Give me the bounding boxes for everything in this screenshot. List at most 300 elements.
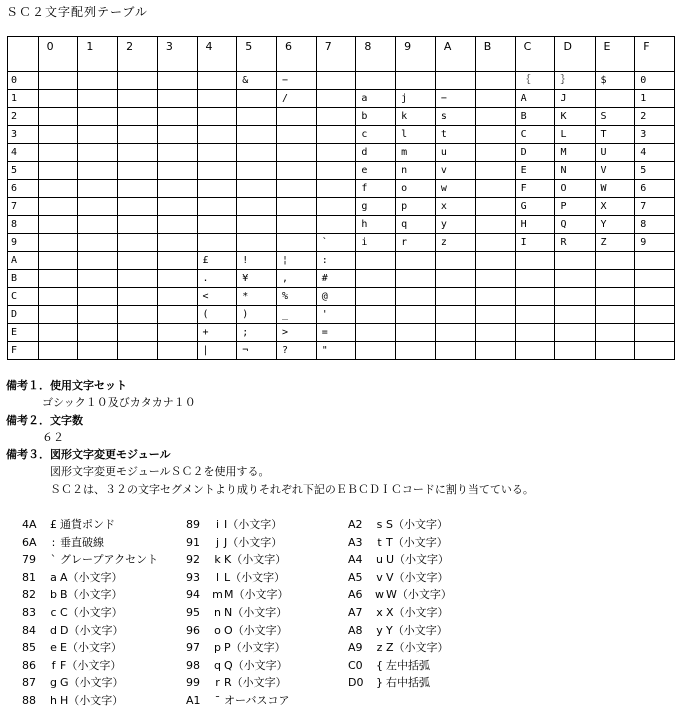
table-cell	[475, 126, 515, 144]
code-entry	[348, 516, 452, 534]
table-cell: 8	[635, 216, 675, 234]
code-entry	[186, 622, 289, 640]
table-cell: =	[316, 324, 356, 342]
character-description: I（小文字）	[224, 518, 283, 531]
table-cell	[276, 180, 316, 198]
table-cell: "	[316, 342, 356, 360]
table-cell	[515, 270, 555, 288]
table-cell	[316, 90, 356, 108]
character-description: グレープアクセント	[60, 553, 159, 567]
table-cell	[118, 270, 158, 288]
character-glyph: y	[376, 623, 383, 637]
code-entry	[348, 604, 452, 622]
table-cell	[197, 72, 237, 90]
table-cell: G	[515, 198, 555, 216]
code-entry	[348, 674, 452, 692]
table-cell	[475, 216, 515, 234]
row-header: 4	[8, 144, 39, 162]
table-cell	[595, 324, 635, 342]
table-cell	[78, 144, 118, 162]
ebcdic-code: A7	[348, 605, 363, 619]
table-cell	[118, 198, 158, 216]
table-cell	[475, 72, 515, 90]
table-cell	[475, 180, 515, 198]
table-cell: 9	[635, 234, 675, 252]
table-cell: ｝	[555, 72, 595, 90]
table-cell: A	[515, 90, 555, 108]
row-header: 7	[8, 198, 39, 216]
ebcdic-code: A8	[348, 623, 363, 637]
table-cell	[197, 90, 237, 108]
row-header: 5	[8, 162, 39, 180]
table-cell: −	[435, 90, 475, 108]
table-header-row	[8, 37, 675, 72]
table-cell	[197, 198, 237, 216]
table-cell: v	[435, 162, 475, 180]
character-description: E（小文字）	[60, 641, 122, 655]
table-cell: 6	[635, 180, 675, 198]
ebcdic-code: 87	[22, 676, 36, 690]
code-entry	[348, 622, 452, 640]
table-cell	[197, 126, 237, 144]
table-cell: F	[515, 180, 555, 198]
table-cell	[157, 126, 197, 144]
table-cell: n	[396, 162, 436, 180]
table-cell	[197, 144, 237, 162]
table-cell	[38, 234, 78, 252]
row-header: 0	[8, 72, 39, 90]
character-description: W（小文字）	[386, 588, 452, 602]
table-cell	[635, 288, 675, 306]
table-cell: £	[197, 252, 237, 270]
table-row	[8, 324, 675, 342]
column-header: 8	[356, 37, 396, 72]
table-cell	[435, 270, 475, 288]
table-cell	[38, 216, 78, 234]
table-cell	[118, 288, 158, 306]
table-cell: O	[555, 180, 595, 198]
character-description: 垂直破線	[60, 535, 104, 549]
table-cell	[595, 288, 635, 306]
table-cell: l	[396, 126, 436, 144]
table-cell: +	[197, 324, 237, 342]
table-cell	[555, 324, 595, 342]
table-cell	[515, 252, 555, 270]
table-cell: t	[435, 126, 475, 144]
table-cell	[356, 288, 396, 306]
ebcdic-code: 84	[22, 623, 36, 637]
table-cell: d	[356, 144, 396, 162]
table-cell: J	[555, 90, 595, 108]
table-cell	[157, 342, 197, 360]
table-cell	[276, 126, 316, 144]
character-description: U（小文字）	[386, 553, 450, 567]
ebcdic-code: 99	[186, 676, 200, 690]
column-header: 1	[78, 37, 118, 72]
table-cell	[396, 270, 436, 288]
table-cell	[475, 288, 515, 306]
table-row	[8, 90, 675, 108]
table-cell	[396, 342, 436, 360]
table-cell: Q	[555, 216, 595, 234]
ebcdic-code: 88	[22, 693, 36, 707]
character-glyph: l	[215, 570, 220, 584]
ebcdic-code: 93	[186, 570, 200, 584]
code-entry	[22, 622, 158, 640]
column-header: 7	[316, 37, 356, 72]
table-cell	[316, 180, 356, 198]
table-cell: (	[197, 306, 237, 324]
table-cell: *	[237, 288, 277, 306]
table-cell: ｛	[515, 72, 555, 90]
column-header: 0	[38, 37, 78, 72]
code-entry	[348, 551, 452, 569]
note-text: ６２	[42, 430, 64, 444]
code-entry	[22, 639, 158, 657]
table-row	[8, 144, 675, 162]
table-cell	[356, 324, 396, 342]
table-cell	[78, 162, 118, 180]
table-cell: N	[555, 162, 595, 180]
table-cell: ,	[276, 270, 316, 288]
table-cell: 5	[635, 162, 675, 180]
table-cell	[475, 342, 515, 360]
character-description: X（小文字）	[386, 605, 449, 619]
table-cell	[635, 306, 675, 324]
ebcdic-code: 97	[186, 641, 200, 655]
code-entry	[186, 569, 289, 587]
table-cell: Y	[595, 216, 635, 234]
table-cell	[237, 126, 277, 144]
table-cell	[475, 108, 515, 126]
table-cell	[396, 252, 436, 270]
column-header: E	[595, 37, 635, 72]
row-header: C	[8, 288, 39, 306]
character-description: 通貨ポンド	[60, 518, 115, 531]
character-glyph: c	[50, 605, 57, 619]
column-header: D	[555, 37, 595, 72]
table-cell	[118, 180, 158, 198]
table-cell: ¥	[237, 270, 277, 288]
table-cell	[475, 234, 515, 252]
character-glyph: g	[50, 676, 57, 690]
ebcdic-code: A2	[348, 518, 363, 531]
character-description: H（小文字）	[60, 693, 124, 707]
table-cell: −	[276, 72, 316, 90]
character-glyph: f	[51, 658, 56, 672]
table-cell	[157, 180, 197, 198]
table-cell: M	[555, 144, 595, 162]
table-cell	[118, 108, 158, 126]
table-row	[8, 306, 675, 324]
table-row	[8, 180, 675, 198]
table-cell	[197, 108, 237, 126]
code-entry	[186, 586, 289, 604]
table-cell	[237, 180, 277, 198]
ebcdic-code: 91	[186, 535, 200, 549]
table-cell	[38, 270, 78, 288]
table-cell	[276, 234, 316, 252]
table-cell: 1	[635, 90, 675, 108]
table-cell	[118, 234, 158, 252]
character-description: N（小文字）	[224, 605, 288, 619]
table-cell: k	[396, 108, 436, 126]
table-cell: S	[595, 108, 635, 126]
character-glyph: t	[377, 535, 382, 549]
table-cell	[435, 252, 475, 270]
ebcdic-code: 83	[22, 605, 36, 619]
table-cell: r	[396, 234, 436, 252]
table-cell: <	[197, 288, 237, 306]
table-cell: H	[515, 216, 555, 234]
ebcdic-code: A1	[186, 693, 201, 707]
table-corner-cell	[8, 37, 39, 72]
table-cell	[555, 270, 595, 288]
table-row	[8, 270, 675, 288]
table-cell	[237, 90, 277, 108]
table-cell	[396, 288, 436, 306]
table-cell: o	[396, 180, 436, 198]
table-cell	[276, 198, 316, 216]
code-entry	[22, 604, 158, 622]
character-description: 左中括弧	[386, 658, 430, 672]
ebcdic-code: A4	[348, 553, 363, 567]
character-glyph: £	[50, 518, 57, 531]
character-description: A（小文字）	[60, 570, 123, 584]
table-cell: g	[356, 198, 396, 216]
table-cell	[157, 234, 197, 252]
table-cell: )	[237, 306, 277, 324]
character-description: K（小文字）	[224, 553, 287, 567]
table-cell	[475, 324, 515, 342]
table-cell	[157, 90, 197, 108]
character-glyph: o	[214, 623, 221, 637]
table-cell	[38, 252, 78, 270]
table-cell	[435, 72, 475, 90]
table-cell	[78, 234, 118, 252]
table-cell: 4	[635, 144, 675, 162]
table-cell	[78, 90, 118, 108]
character-glyph: d	[50, 623, 57, 637]
character-description: L（小文字）	[224, 570, 286, 584]
character-description: F（小文字）	[60, 658, 122, 672]
table-cell	[118, 126, 158, 144]
table-cell	[475, 162, 515, 180]
table-cell	[38, 144, 78, 162]
table-cell	[396, 72, 436, 90]
row-header: E	[8, 324, 39, 342]
table-cell: u	[435, 144, 475, 162]
ebcdic-code: A9	[348, 641, 363, 655]
table-cell	[635, 270, 675, 288]
table-cell: z	[435, 234, 475, 252]
table-cell: ¬	[237, 342, 277, 360]
table-cell	[396, 306, 436, 324]
table-cell	[197, 162, 237, 180]
code-entry	[348, 534, 452, 552]
ebcdic-code: 4A	[22, 518, 37, 531]
character-description: J（小文字）	[224, 535, 283, 549]
table-cell: p	[396, 198, 436, 216]
table-cell: %	[276, 288, 316, 306]
table-cell: #	[316, 270, 356, 288]
character-description: Y（小文字）	[386, 623, 448, 637]
column-header: 3	[157, 37, 197, 72]
ebcdic-code: 81	[22, 570, 36, 584]
table-cell	[356, 72, 396, 90]
code-entry	[22, 551, 158, 569]
character-glyph: j	[215, 535, 220, 549]
table-row	[8, 288, 675, 306]
ebcdic-code: 79	[22, 553, 36, 567]
table-row	[8, 72, 675, 90]
table-cell	[237, 198, 277, 216]
table-cell: $	[595, 72, 635, 90]
ebcdic-code: 94	[186, 588, 200, 602]
character-description: B（小文字）	[60, 588, 123, 602]
ebcdic-code: 6A	[22, 535, 37, 549]
code-entry	[22, 534, 158, 552]
code-column-3	[348, 516, 452, 692]
table-cell	[157, 144, 197, 162]
ebcdic-code: A3	[348, 535, 363, 549]
character-glyph: a	[50, 570, 57, 584]
table-cell: _	[276, 306, 316, 324]
table-cell: ;	[237, 324, 277, 342]
code-entry	[186, 657, 289, 675]
table-cell	[197, 180, 237, 198]
table-cell	[555, 252, 595, 270]
character-glyph: `	[50, 553, 57, 567]
character-description: Z（小文字）	[386, 641, 449, 655]
character-glyph: :	[51, 535, 56, 549]
character-glyph: k	[214, 553, 221, 567]
table-cell	[118, 306, 158, 324]
column-header: 5	[237, 37, 277, 72]
table-cell	[197, 234, 237, 252]
page-title: ＳＣ２文字配列テーブル	[6, 5, 148, 19]
code-entry	[348, 569, 452, 587]
character-description: S（小文字）	[386, 518, 448, 531]
table-cell: a	[356, 90, 396, 108]
table-cell: ?	[276, 342, 316, 360]
code-column-2	[186, 516, 289, 710]
table-cell	[78, 198, 118, 216]
table-cell: m	[396, 144, 436, 162]
table-cell	[157, 306, 197, 324]
table-cell	[356, 306, 396, 324]
table-cell	[635, 342, 675, 360]
table-cell	[356, 270, 396, 288]
code-entry	[22, 657, 158, 675]
table-cell: U	[595, 144, 635, 162]
table-cell	[78, 126, 118, 144]
character-glyph: ¯	[214, 693, 221, 707]
note-text: 図形文字変更モジュールＳＣ２を使用する。	[50, 465, 270, 479]
ebcdic-code: 86	[22, 658, 36, 672]
code-entry	[22, 516, 158, 534]
row-header: B	[8, 270, 39, 288]
table-cell	[157, 198, 197, 216]
ebcdic-code: 82	[22, 588, 36, 602]
table-cell	[78, 288, 118, 306]
table-cell	[555, 288, 595, 306]
table-cell: W	[595, 180, 635, 198]
table-cell: h	[356, 216, 396, 234]
table-cell	[316, 126, 356, 144]
table-row	[8, 342, 675, 360]
table-cell: c	[356, 126, 396, 144]
table-cell	[118, 216, 158, 234]
table-cell	[396, 324, 436, 342]
table-cell	[237, 216, 277, 234]
column-header: F	[635, 37, 675, 72]
character-description: T（小文字）	[386, 535, 448, 549]
character-glyph: v	[376, 570, 383, 584]
character-description: V（小文字）	[386, 570, 449, 584]
ebcdic-code: D0	[348, 676, 364, 690]
character-glyph: x	[376, 605, 383, 619]
table-cell: D	[515, 144, 555, 162]
table-cell	[38, 180, 78, 198]
table-cell: @	[316, 288, 356, 306]
table-cell	[78, 252, 118, 270]
code-entry	[22, 674, 158, 692]
table-cell: w	[435, 180, 475, 198]
table-row	[8, 252, 675, 270]
table-cell	[635, 324, 675, 342]
table-cell	[157, 270, 197, 288]
table-cell	[38, 324, 78, 342]
row-header: 9	[8, 234, 39, 252]
table-cell	[475, 198, 515, 216]
table-cell: V	[595, 162, 635, 180]
table-cell	[435, 324, 475, 342]
table-cell	[237, 234, 277, 252]
row-header: A	[8, 252, 39, 270]
table-cell: B	[515, 108, 555, 126]
table-cell: X	[595, 198, 635, 216]
code-entry	[186, 639, 289, 657]
character-glyph: u	[376, 553, 383, 567]
ebcdic-code: 98	[186, 658, 200, 672]
table-row	[8, 216, 675, 234]
table-row	[8, 198, 675, 216]
row-header: 1	[8, 90, 39, 108]
table-cell	[595, 252, 635, 270]
table-cell	[118, 324, 158, 342]
row-header: 3	[8, 126, 39, 144]
code-entry	[348, 586, 452, 604]
character-glyph: h	[50, 693, 57, 707]
code-entry	[22, 692, 158, 710]
table-cell: `	[316, 234, 356, 252]
table-cell: &	[237, 72, 277, 90]
table-cell: 2	[635, 108, 675, 126]
table-cell	[38, 306, 78, 324]
table-cell	[78, 270, 118, 288]
table-cell: I	[515, 234, 555, 252]
table-cell: K	[555, 108, 595, 126]
table-cell	[316, 108, 356, 126]
table-cell	[595, 90, 635, 108]
code-entry	[22, 586, 158, 604]
table-cell	[237, 162, 277, 180]
table-cell	[595, 306, 635, 324]
table-cell: y	[435, 216, 475, 234]
table-cell	[38, 198, 78, 216]
table-cell	[38, 162, 78, 180]
